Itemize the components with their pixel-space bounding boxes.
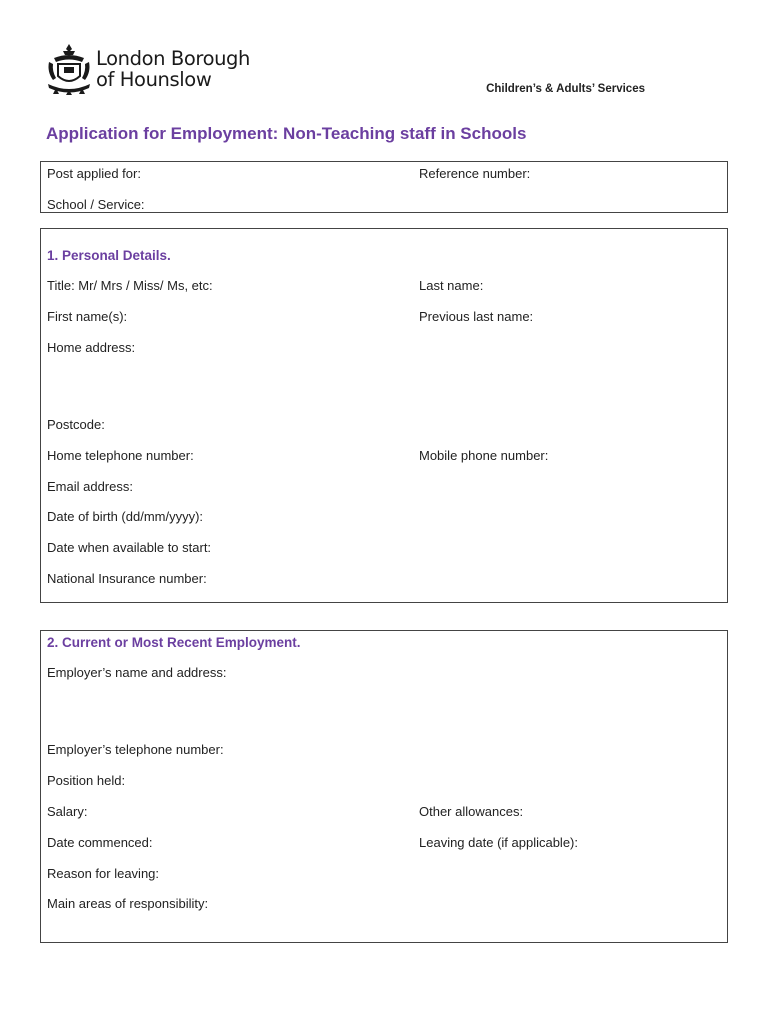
email-label: Email address: [47, 479, 133, 494]
mobile-phone-label: Mobile phone number: [419, 448, 549, 463]
home-address-label: Home address: [47, 340, 136, 355]
post-applied-label: Post applied for: [47, 166, 141, 181]
post-box [40, 161, 728, 213]
council-logo [46, 42, 256, 98]
employment-heading: 2. Current or Most Recent Employment. [47, 635, 301, 650]
logo-text [96, 48, 250, 90]
title-label: Title: Mr/ Mrs / Miss/ Ms, etc: [47, 278, 213, 293]
logo-line-2: of Hounslow [96, 68, 212, 91]
responsibilities-label: Main areas of responsibility: [47, 896, 209, 911]
logo-line-1: London Borough [96, 47, 250, 70]
employment-section [40, 630, 728, 943]
date-commenced-label: Date commenced: [47, 835, 153, 850]
position-held-label: Position held: [47, 773, 126, 788]
reference-number-label: Reference number: [419, 166, 531, 181]
other-allowances-label: Other allowances: [419, 804, 524, 819]
reason-leaving-label: Reason for leaving: [47, 866, 160, 881]
postcode-label: Postcode: [47, 417, 105, 432]
home-phone-label: Home telephone number: [47, 448, 194, 463]
salary-label: Salary: [47, 804, 88, 819]
employer-phone-label: Employer’s telephone number: [47, 742, 224, 757]
ni-number-label: National Insurance number: [47, 571, 207, 586]
personal-details-section [40, 228, 728, 603]
personal-details-heading: 1. Personal Details. [47, 248, 171, 263]
crest-icon [46, 42, 92, 96]
employer-name-address-label: Employer’s name and address: [47, 665, 227, 680]
department-label: Children’s & Adults’ Services [486, 83, 645, 95]
page-title: Application for Employment: Non-Teaching staff in Schools [46, 124, 527, 143]
leaving-date-label: Leaving date (if applicable): [419, 835, 578, 850]
first-names-label: First name(s): [47, 309, 128, 324]
dob-label: Date of birth (dd/mm/yyyy): [47, 509, 204, 524]
available-date-label: Date when available to start: [47, 540, 212, 555]
previous-last-name-label: Previous last name: [419, 309, 534, 324]
school-service-label: School / Service: [47, 197, 145, 212]
last-name-label: Last name: [419, 278, 484, 293]
